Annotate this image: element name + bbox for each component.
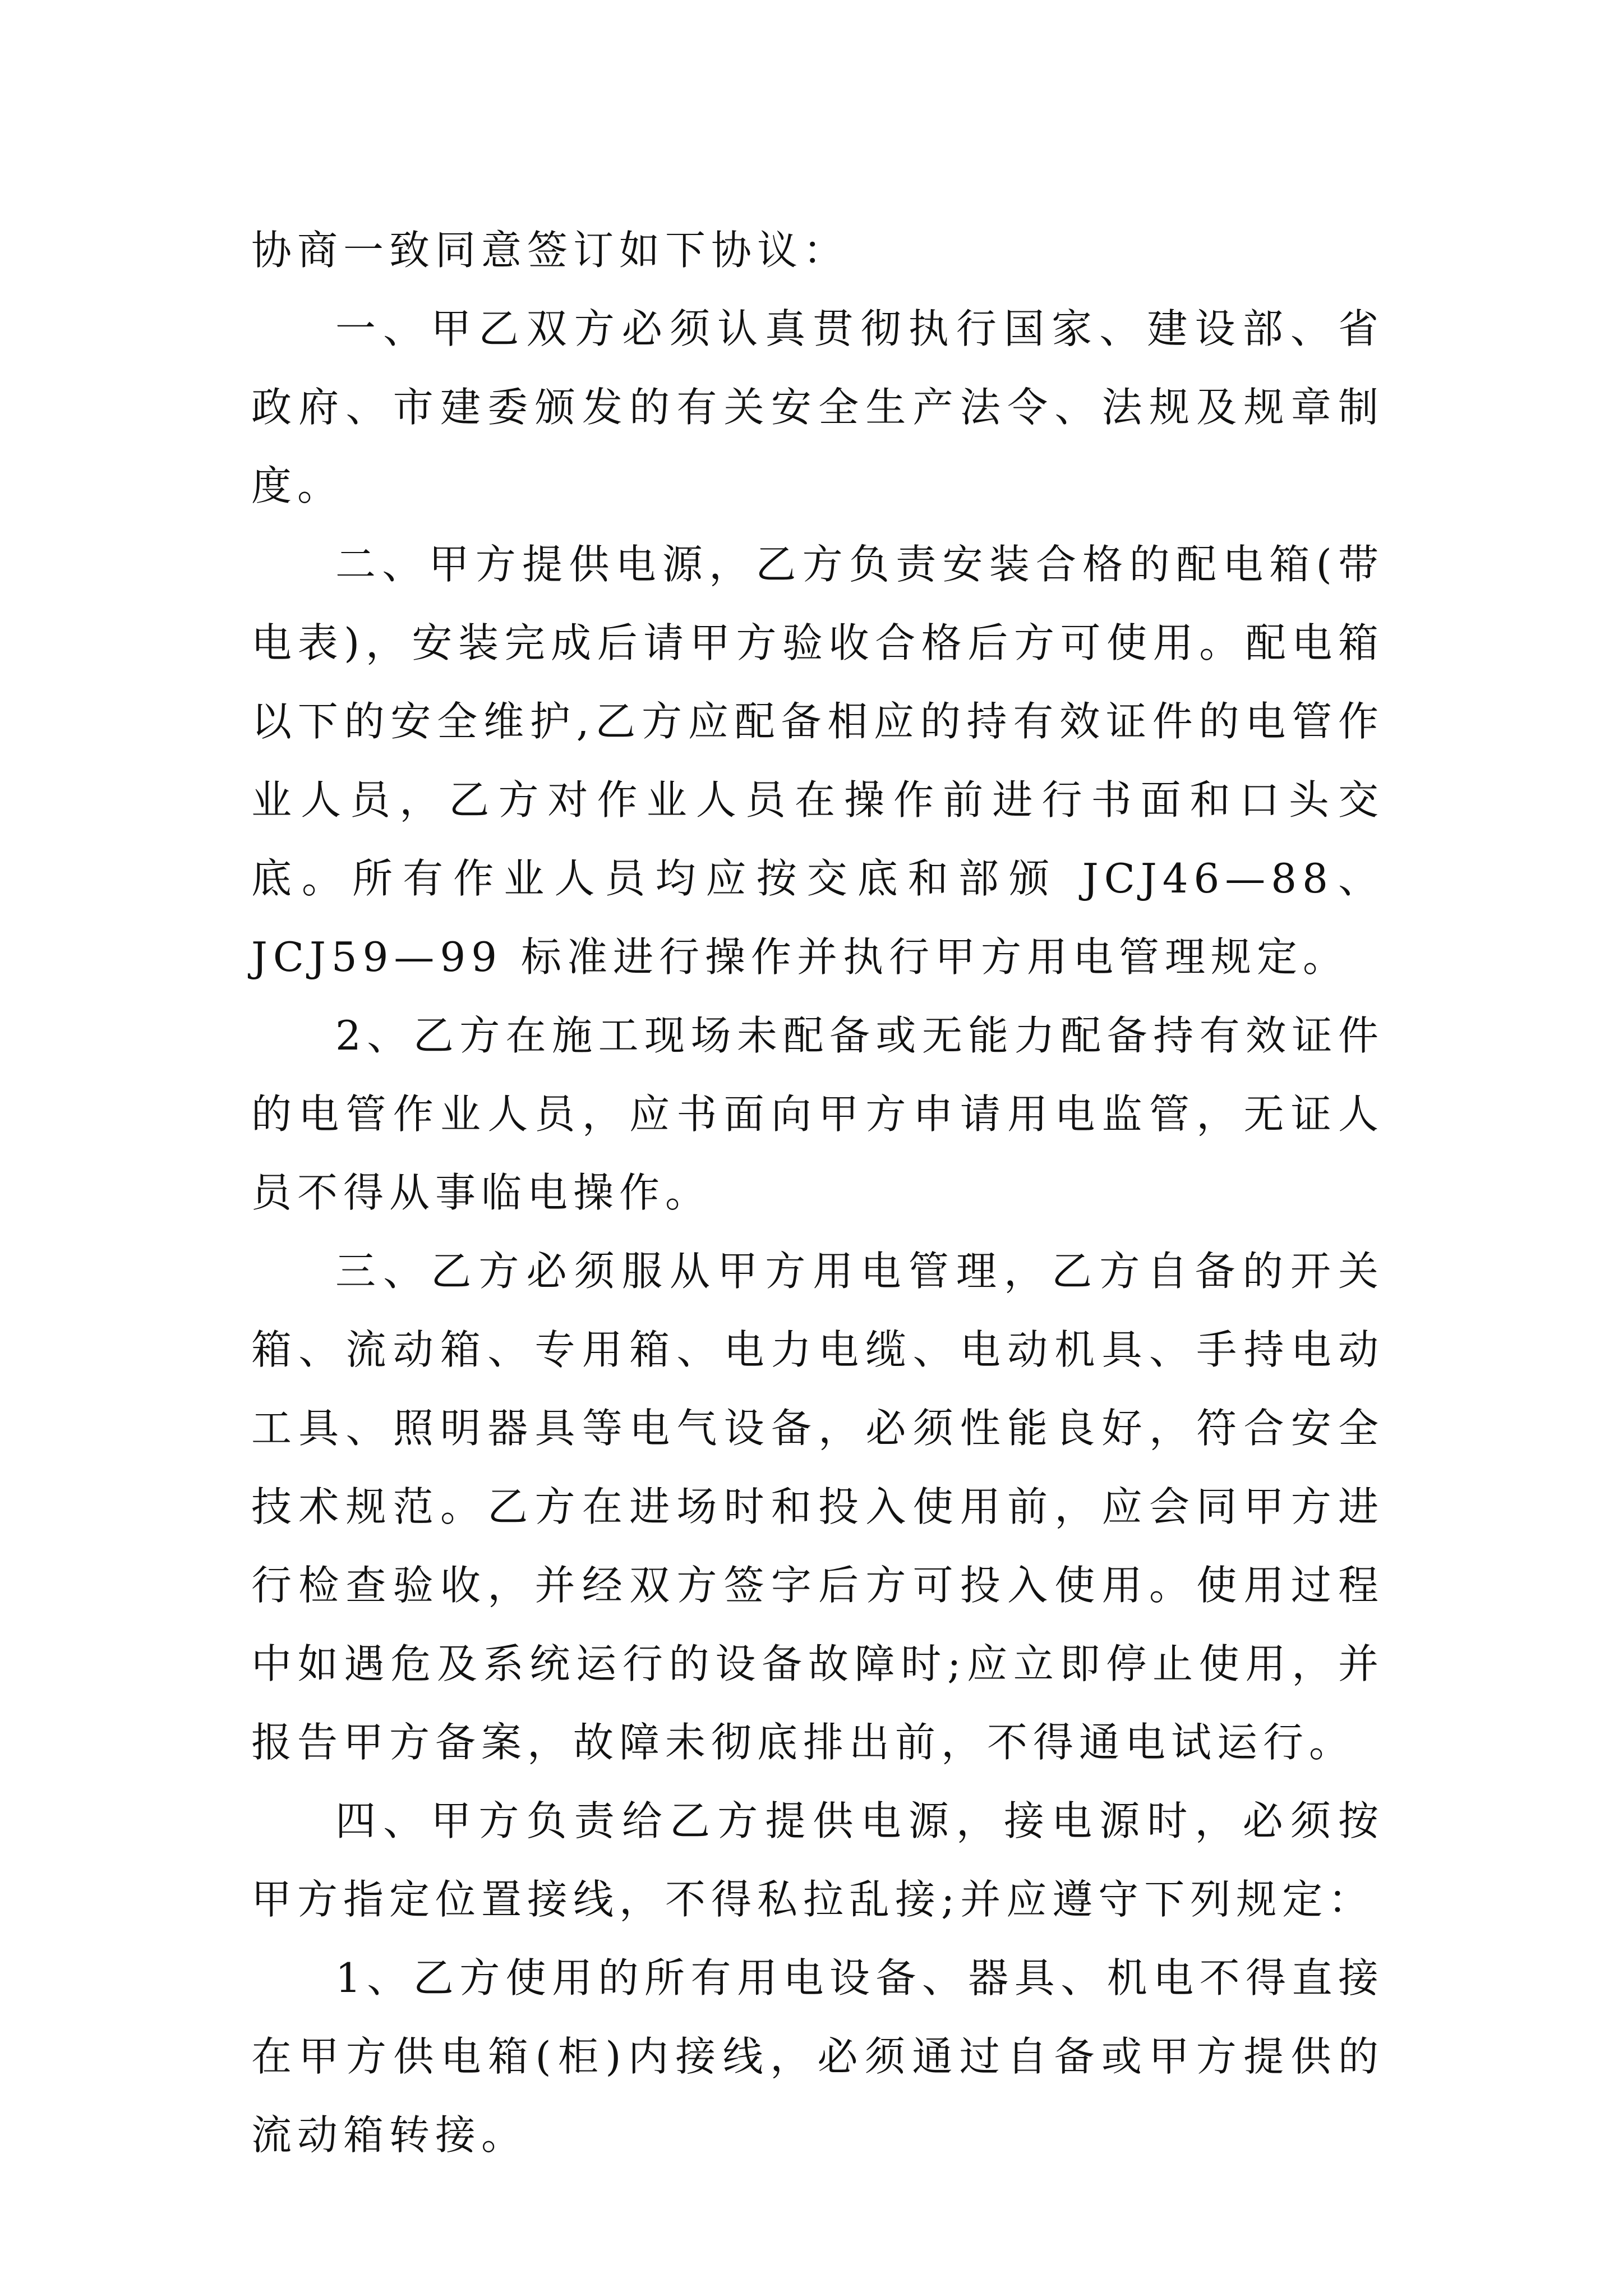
paragraph-clause-1: 一、甲乙双方必须认真贯彻执行国家、建设部、省政府、市建委颁发的有关安全生产法令、法规及规章制度。	[251, 305, 1384, 509]
paragraph-intro: 协商一致同意签订如下协议：	[251, 227, 850, 274]
paragraph-clause-4-item-1: 1、乙方使用的所有用电设备、器具、机电不得直接在甲方供电箱(柜)内接线，必须通过自备或甲方提供的流动箱转接。	[251, 1954, 1384, 2159]
paragraph-clause-2: 二、甲方提供电源，乙方负责安装合格的配电箱(带电表)，安装完成后请甲方验收合格后方可使用。配电箱以下的安全维护,乙方应配备相应的持有效证件的电管作业人员，乙方对作业人员在操作前进行书面和口头交底。所有作业人员均应按交底和部颁 JCJ46—88、JCJ59—99 标准进行操作并执行甲方用电管理规定。	[251, 541, 1384, 981]
paragraph-clause-4: 四、甲方负责给乙方提供电源，接电源时，必须按甲方指定位置接线，不得私拉乱接;并应遵守下列规定：	[251, 1797, 1384, 1923]
paragraph-clause-2-item-2: 2、乙方在施工现场未配备或无能力配备持有效证件的电管作业人员，应书面向甲方申请用电监管，无证人员不得从事临电操作。	[251, 1012, 1384, 1216]
document-body	[251, 211, 1384, 2174]
paragraph-clause-3: 三、乙方必须服从甲方用电管理，乙方自备的开关箱、流动箱、专用箱、电力电缆、电动机具、手持电动工具、照明器具等电气设备，必须性能良好，符合安全技术规范。乙方在进场时和投入使用前，应会同甲方进行检查验收，并经双方签字后方可投入使用。使用过程中如遇危及系统运行的设备故障时;应立即停止使用，并报告甲方备案，故障未彻底排出前，不得通电试运行。	[251, 1248, 1384, 1766]
